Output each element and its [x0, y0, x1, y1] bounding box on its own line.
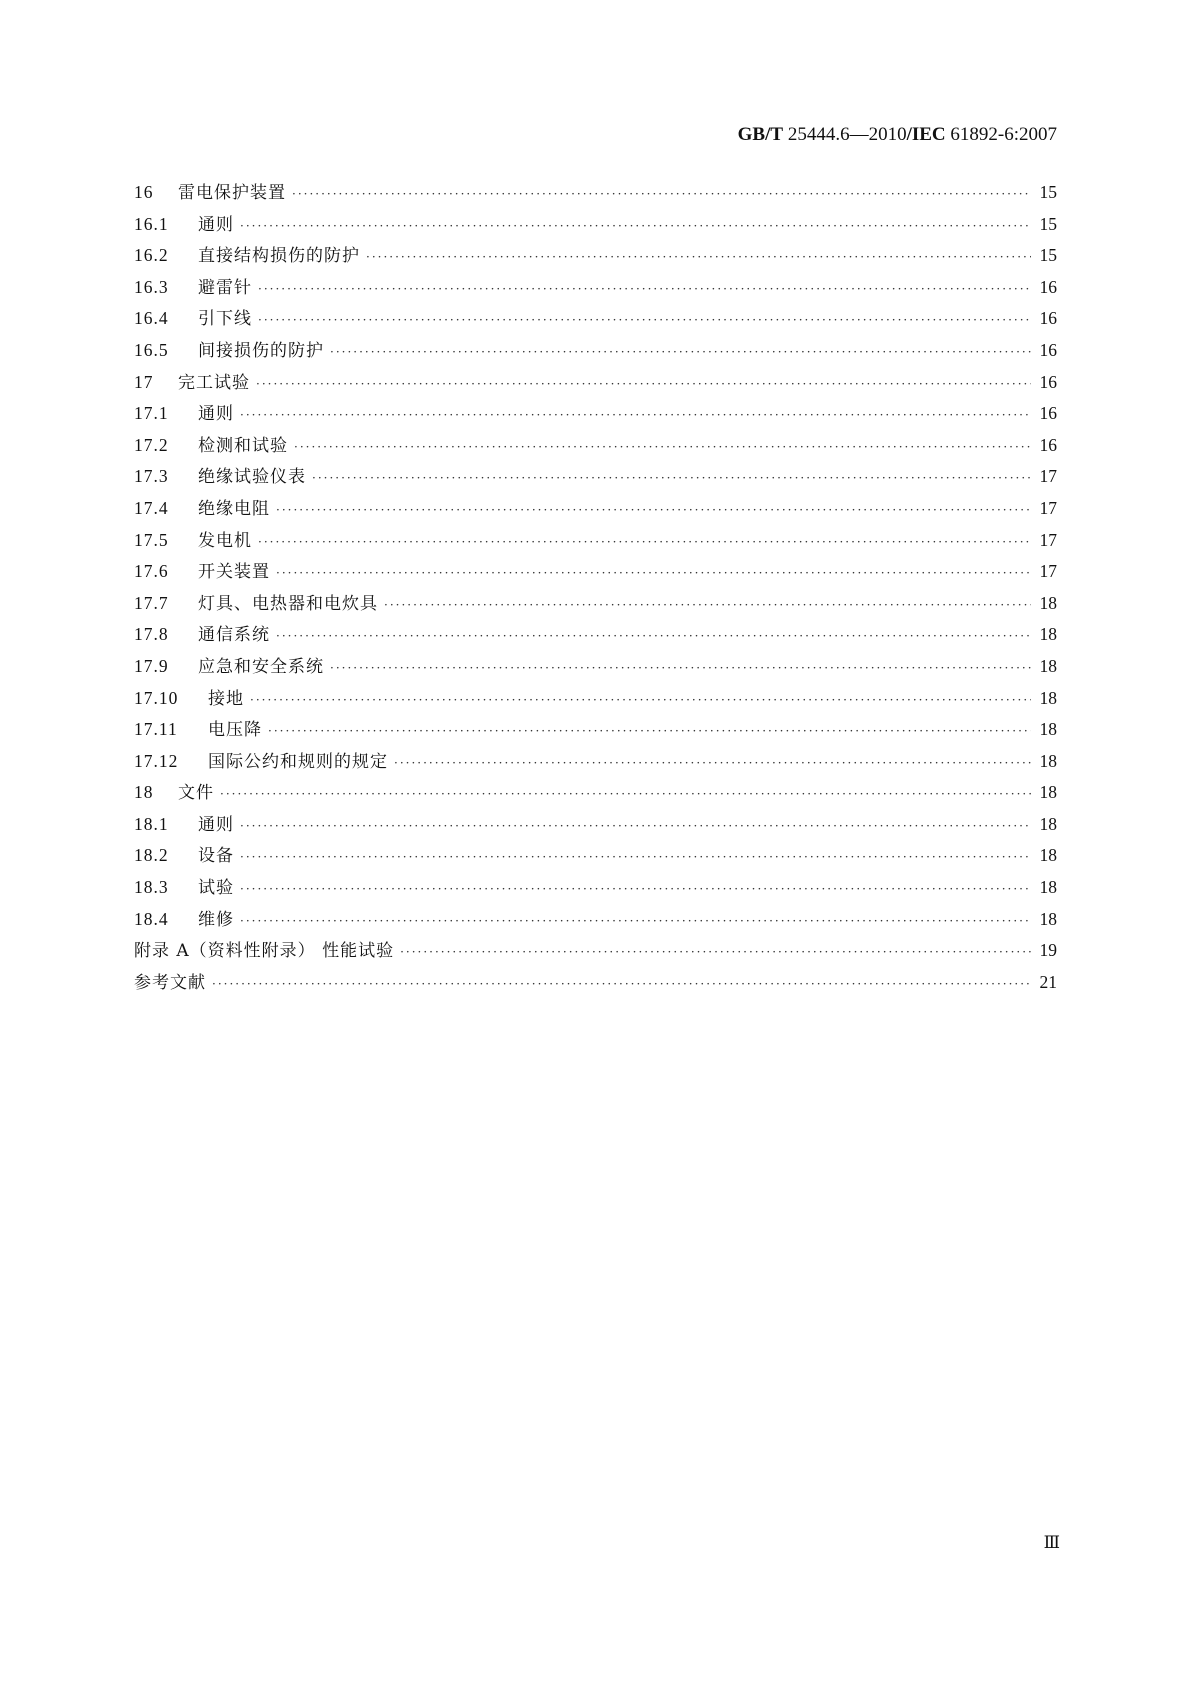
standard-number: 25444.6—2010 [787, 124, 907, 145]
toc-entry-title: 通则 [198, 404, 234, 425]
toc-entry-number: 16 [134, 182, 154, 202]
toc-entry-number: 18.4 [134, 908, 169, 929]
toc-entry[interactable] [134, 494, 1057, 526]
toc-entry-title: 避雷针 [198, 277, 252, 298]
toc-entry[interactable] [134, 810, 1057, 842]
iec-number: 61892-6:2007 [950, 124, 1057, 145]
toc-entry-title: 维修 [198, 909, 234, 930]
toc-dot-leader [268, 724, 1031, 738]
toc-entry-page: 18 [1039, 655, 1057, 676]
toc-entry-title: 通则 [198, 214, 234, 235]
toc-entry-title: 雷电保护装置 [178, 183, 286, 203]
toc-entry[interactable] [134, 968, 1057, 1000]
toc-entry-title: 绝缘电阻 [198, 498, 270, 519]
toc-dot-leader [240, 850, 1031, 864]
toc-entry-number: 17.10 [134, 687, 179, 708]
toc-entry-title: 试验 [198, 878, 234, 899]
toc-entry-number: 17.6 [134, 561, 169, 582]
toc-entry-page: 16 [1039, 434, 1057, 455]
toc-entry[interactable] [134, 273, 1057, 305]
toc-entry-number: 18.3 [134, 877, 169, 898]
toc-entry-number: 17.11 [134, 719, 178, 740]
toc-entry-page: 17 [1039, 529, 1057, 550]
toc-dot-leader [276, 503, 1031, 517]
toc-entry[interactable] [134, 873, 1057, 905]
toc-entry-title: 发电机 [198, 530, 252, 551]
toc-entry[interactable] [134, 905, 1057, 937]
toc-entry-title: 电压降 [208, 720, 262, 741]
toc-entry[interactable] [134, 684, 1057, 716]
toc-entry-number: 17.3 [134, 466, 169, 487]
toc-entry-title: 间接损伤的防护 [198, 340, 324, 361]
toc-entry[interactable] [134, 747, 1057, 779]
toc-entry[interactable] [134, 336, 1057, 368]
toc-entry-title: 完工试验 [178, 372, 250, 393]
toc-entry-number: 17 [134, 371, 154, 392]
toc-dot-leader [240, 914, 1031, 928]
toc-dot-leader [250, 693, 1031, 707]
toc-entry-number: 16.5 [134, 339, 169, 360]
toc-entry-page: 18 [1039, 845, 1057, 866]
toc-entry-page: 18 [1039, 877, 1057, 898]
toc-entry-title: 通信系统 [198, 625, 270, 646]
toc-entry-title: 通则 [198, 814, 234, 835]
toc-entry-title: 设备 [198, 846, 234, 867]
toc-entry-number: 18.2 [134, 845, 169, 866]
toc-dot-leader [276, 566, 1031, 580]
toc-dot-leader [400, 945, 1031, 959]
toc-entry-page: 18 [1039, 719, 1057, 740]
toc-entry[interactable] [134, 368, 1057, 400]
toc-entry-page: 18 [1039, 908, 1057, 929]
toc-entry-page: 16 [1039, 308, 1057, 329]
iec-prefix: /IEC [906, 124, 946, 145]
toc-entry-page: 18 [1039, 782, 1057, 803]
toc-entry[interactable] [134, 399, 1057, 431]
toc-entry-title: 灯具、电热器和电炊具 [198, 593, 378, 614]
toc-entry-title: 应急和安全系统 [198, 656, 324, 677]
toc-dot-leader [258, 313, 1031, 327]
toc-entry-number: 17.7 [134, 592, 169, 613]
toc-entry-page: 19 [1039, 940, 1057, 961]
toc-dot-leader [240, 819, 1031, 833]
toc-entry[interactable] [134, 462, 1057, 494]
toc-entry[interactable] [134, 589, 1057, 621]
toc-dot-leader [292, 187, 1031, 201]
toc-entry-page: 17 [1039, 466, 1057, 487]
toc-dot-leader [330, 661, 1031, 675]
toc-dot-leader [294, 440, 1031, 454]
toc-entry-page: 16 [1039, 371, 1057, 392]
table-of-contents [134, 178, 1057, 999]
toc-entry[interactable] [134, 652, 1057, 684]
toc-dot-leader [330, 345, 1031, 359]
toc-entry-title: 直接结构损伤的防护 [198, 246, 360, 267]
toc-dot-leader [240, 219, 1031, 233]
toc-entry-title: 参考文献 [134, 972, 206, 993]
toc-entry-page: 15 [1039, 245, 1057, 266]
toc-entry[interactable] [134, 778, 1057, 810]
toc-entry-title: 附录 A（资料性附录） 性能试验 [134, 941, 395, 962]
toc-entry[interactable] [134, 841, 1057, 873]
toc-entry-page: 21 [1039, 971, 1057, 992]
toc-entry-number: 16.2 [134, 245, 169, 266]
toc-entry-title: 国际公约和规则的规定 [208, 751, 388, 772]
toc-entry-page: 16 [1039, 276, 1057, 297]
toc-entry-number: 17.1 [134, 403, 169, 424]
toc-entry-title: 文件 [178, 783, 214, 804]
toc-entry-number: 17.4 [134, 497, 169, 518]
toc-entry-page: 18 [1039, 813, 1057, 834]
toc-entry-page: 18 [1039, 592, 1057, 613]
toc-entry-number: 17.5 [134, 529, 169, 550]
toc-entry-page: 18 [1039, 624, 1057, 645]
toc-dot-leader [258, 535, 1031, 549]
toc-entry-number: 18.1 [134, 813, 169, 834]
toc-entry-title: 绝缘试验仪表 [198, 467, 306, 488]
toc-entry[interactable] [134, 431, 1057, 463]
toc-entry-number: 18 [134, 782, 154, 803]
toc-entry[interactable] [134, 304, 1057, 336]
toc-entry[interactable] [134, 210, 1057, 242]
toc-entry-number: 16.1 [134, 213, 169, 234]
toc-entry-page: 17 [1039, 561, 1057, 582]
toc-entry-number: 16.3 [134, 276, 169, 297]
toc-dot-leader [312, 471, 1031, 485]
toc-dot-leader [394, 756, 1031, 770]
toc-dot-leader [240, 408, 1031, 422]
toc-dot-leader [384, 598, 1031, 612]
document-header [738, 124, 1057, 146]
toc-entry-number: 17.9 [134, 655, 169, 676]
toc-entry-number: 16.4 [134, 308, 169, 329]
toc-entry-page: 15 [1039, 213, 1057, 234]
standard-prefix: GB/T [737, 124, 784, 145]
toc-entry-title: 检测和试验 [198, 435, 288, 456]
toc-dot-leader [258, 282, 1031, 296]
toc-entry[interactable] [134, 178, 1057, 210]
toc-entry-page: 18 [1039, 750, 1057, 771]
toc-dot-leader [240, 882, 1031, 896]
toc-entry[interactable] [134, 557, 1057, 589]
toc-entry-page: 17 [1039, 497, 1057, 518]
toc-entry[interactable] [134, 620, 1057, 652]
toc-entry-page: 18 [1039, 687, 1057, 708]
toc-entry-number: 17.2 [134, 434, 169, 455]
toc-entry-page: 16 [1039, 403, 1057, 424]
toc-dot-leader [276, 629, 1031, 643]
toc-entry-page: 15 [1039, 182, 1057, 202]
toc-entry-title: 引下线 [198, 309, 252, 330]
toc-dot-leader [220, 787, 1031, 801]
page-number: Ⅲ [1043, 1533, 1060, 1552]
toc-dot-leader [366, 250, 1031, 264]
toc-entry-title: 接地 [208, 688, 244, 709]
toc-entry[interactable] [134, 526, 1057, 558]
toc-entry[interactable] [134, 936, 1057, 968]
toc-entry[interactable] [134, 715, 1057, 747]
toc-dot-leader [212, 977, 1031, 991]
toc-dot-leader [256, 377, 1031, 391]
toc-entry[interactable] [134, 241, 1057, 273]
toc-entry-number: 17.8 [134, 624, 169, 645]
toc-entry-page: 16 [1039, 339, 1057, 360]
toc-entry-number: 17.12 [134, 750, 179, 771]
toc-entry-title: 开关装置 [198, 562, 270, 583]
